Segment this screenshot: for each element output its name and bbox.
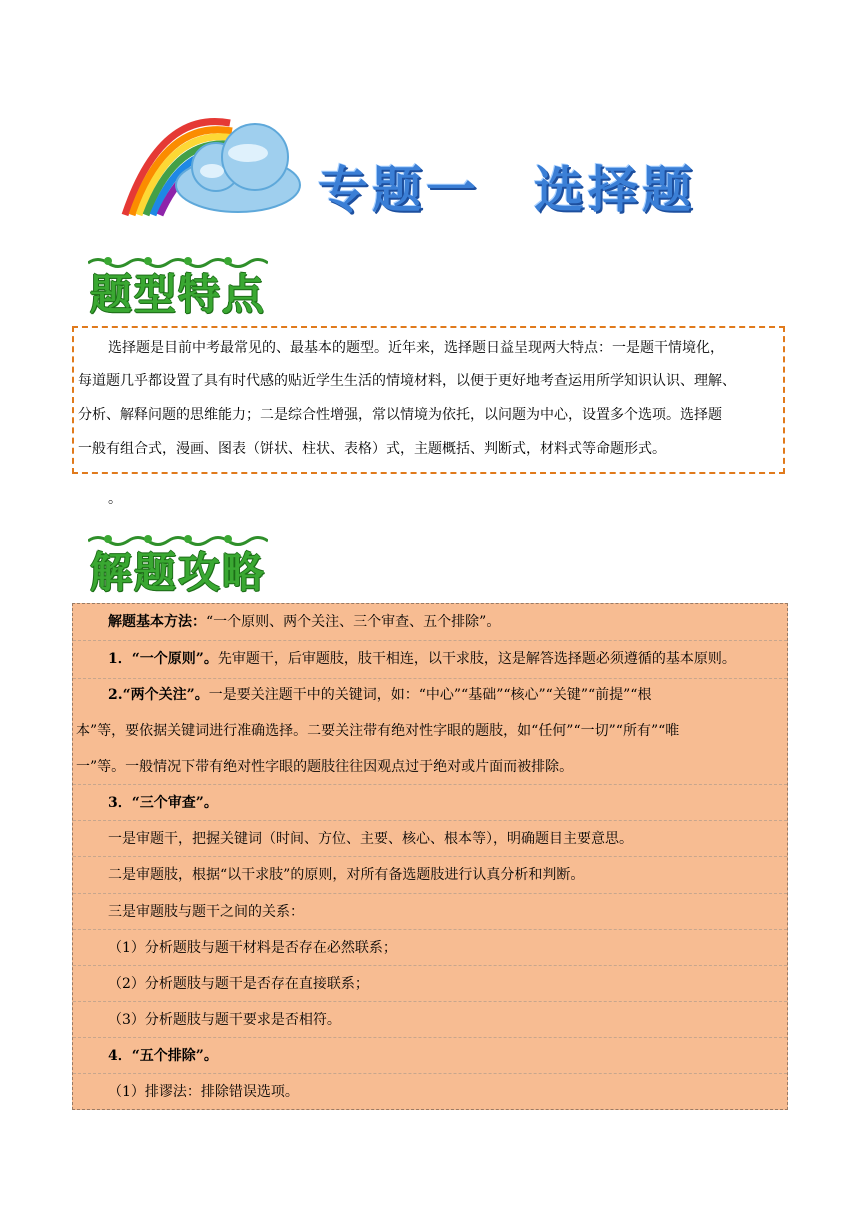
- features-line-4: 一般有组合式，漫画、图表（饼状、柱状、表格）式，主题概括、判断式，材料式等命题形式。: [78, 441, 666, 457]
- p2-text: 一是要关注题干中的关键词，如：“中心”“基础”“核心”“关键”“前提”“根: [208, 687, 652, 703]
- banner-title: 专题一 选择题: [318, 161, 696, 219]
- p4-heading: 4．“五个排除”。: [108, 1048, 218, 1064]
- section-heading-features: 题型特点: [90, 270, 267, 319]
- strategy-intro-text: “一个原则、两个关注、三个审查、五个排除”。: [206, 614, 501, 630]
- stray-period: 。: [108, 491, 122, 507]
- p3-heading: 3．“三个审查”。: [108, 795, 218, 811]
- p1-heading: 1．“一个原则”。: [108, 651, 218, 667]
- row-divider: [73, 893, 787, 894]
- p3-line-3: 三是审题肢与题干之间的关系：: [108, 904, 304, 920]
- features-line-3: 分析、解释问题的思维能力；二是综合性增强，常以情境为依托，以问题为中心，设置多个选项。选择题: [78, 407, 722, 423]
- p3-line-1: 一是审题干，把握关键词（时间、方位、主要、核心、根本等），明确题目主要意思。: [108, 831, 633, 847]
- p3-line-2: 二是审题肢，根据“以干求肢”的原则，对所有备选题肢进行认真分析和判断。: [108, 867, 585, 883]
- p2-heading: 2.“两个关注”。: [108, 687, 209, 703]
- row-divider: [73, 820, 787, 821]
- row-divider: [73, 1037, 787, 1038]
- row-divider: [73, 1073, 787, 1074]
- row-divider: [73, 678, 787, 679]
- row-divider: [73, 640, 787, 641]
- strategy-p1: [108, 652, 736, 666]
- row-divider: [73, 1001, 787, 1002]
- strategy-intro-label: 解题基本方法：: [108, 614, 206, 630]
- p3-item-3: （3）分析题肢与题干要求是否相符。: [108, 1012, 341, 1028]
- row-divider: [73, 856, 787, 857]
- strategy-p2-line3: 一”等。一般情况下带有绝对性字眼的题肢往往因观点过于绝对或片面而被排除。: [76, 759, 574, 775]
- p1-text: 先审题干，后审题肢，肢干相连，以干求肢，这是解答选择题必须遵循的基本原则。: [217, 651, 736, 667]
- strategy-intro: [108, 615, 500, 629]
- p4-item-1: （1）排谬法：排除错误选项。: [108, 1084, 299, 1100]
- row-divider: [73, 929, 787, 930]
- strategy-p2-line1: [108, 688, 651, 702]
- section-heading-strategy: 解题攻略: [90, 548, 267, 597]
- features-line-1: 选择题是目前中考最常见的、最基本的题型。近年来，选择题日益呈现两大特点：一是题干情境化，: [108, 340, 724, 356]
- strategy-p2-line2: 本”等，要依据关键词进行准确选择。二要关注带有绝对性字眼的题肢，如“任何”“一切”“所有”“唯: [76, 723, 680, 739]
- p3-item-1: （1）分析题肢与题干材料是否存在必然联系；: [108, 940, 397, 956]
- features-line-2: 每道题几乎都设置了具有时代感的贴近学生生活的情境材料，以便于更好地考查运用所学知识认识、理解、: [78, 373, 736, 389]
- p3-item-2: （2）分析题肢与题干是否存在直接联系；: [108, 976, 369, 992]
- row-divider: [73, 784, 787, 785]
- row-divider: [73, 965, 787, 966]
